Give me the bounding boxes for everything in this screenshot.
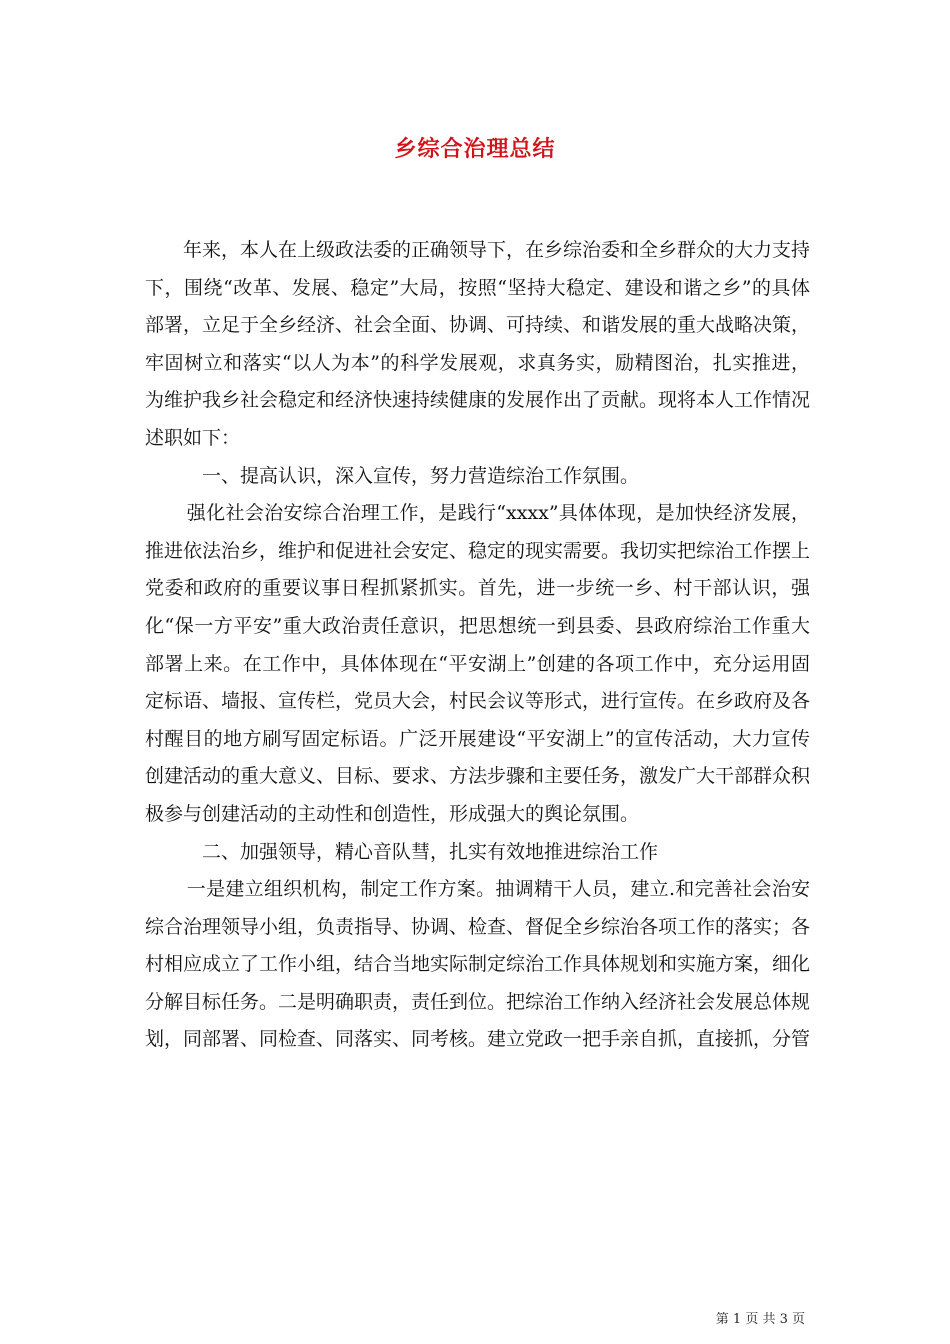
document-body: [145, 232, 810, 1059]
section-heading-2: 二、加强领导，精心音队彗，扎实有效地推进综治工作: [202, 840, 659, 863]
paragraph-intro: 年来，本人在上级政法委的正确领导下，在乡综治委和全乡群众的大力支持下，围绕“改革、发展、稳定”大局，按照“坚持大稳定、建设和谐之乡”的具体部署，立足于全乡经济、社会全面、协调、可持续、和谐发展的重大战略决策，牢固树立和落实“以人为本”的科学发展观，求真务实，励精图治，扎实推进，为维护我乡社会稳定和经济快速持续健康的发展作出了贡献。现将本人工作情况述职如下：: [145, 239, 811, 449]
document-title: 乡综合治理总结: [394, 136, 556, 162]
section-heading-1: 一、提高认识，深入宣传，努力营造综治工作氛围。: [202, 464, 640, 487]
page-number-footer: 第 1 页 共 3 页: [715, 1312, 805, 1327]
paragraph-section-2: 一是建立组织机构，制定工作方案。抽调精干人员，建立.和完善社会治安综合治理领导小组，负责指导、协调、检查、督促全乡综治各项工作的落实；各村相应成立了工作小组，结合当地实际制定综治工作具体规划和实施方案，细化分解目标任务。二是明确职责，责任到位。把综治工作纳入经济社会发展总体规划，同部署、同检查、同落实、同考核。建立党政一把手亲自抓，直接抓，分管: [145, 878, 811, 1051]
paragraph-section-1: 强化社会治安综合治理工作，是践行“xxxx”具体体现，是加快经济发展，推进依法治乡，维护和促进社会安定、稳定的现实需要。我切实把综治工作摆上党委和政府的重要议事日程抓紧抓实。首先，进一步统一乡、村干部认识，强化“保一方平安”重大政治责任意识，把思想统一到县委、县政府综治工作重大部署上来。在工作中，具体体现在“平安湖上”创建的各项工作中，充分运用固定标语、墙报、宣传栏，党员大会，村民会议等形式，进行宣传。在乡政府及各村醒目的地方刷写固定标语。广泛开展建设“平安湖上”的宣传活动，大力宣传创建活动的重大意义、目标、要求、方法步骤和主要任务，激发广大干部群众积极参与创建活动的主动性和创造性，形成强大的舆论氛围。: [145, 502, 811, 825]
